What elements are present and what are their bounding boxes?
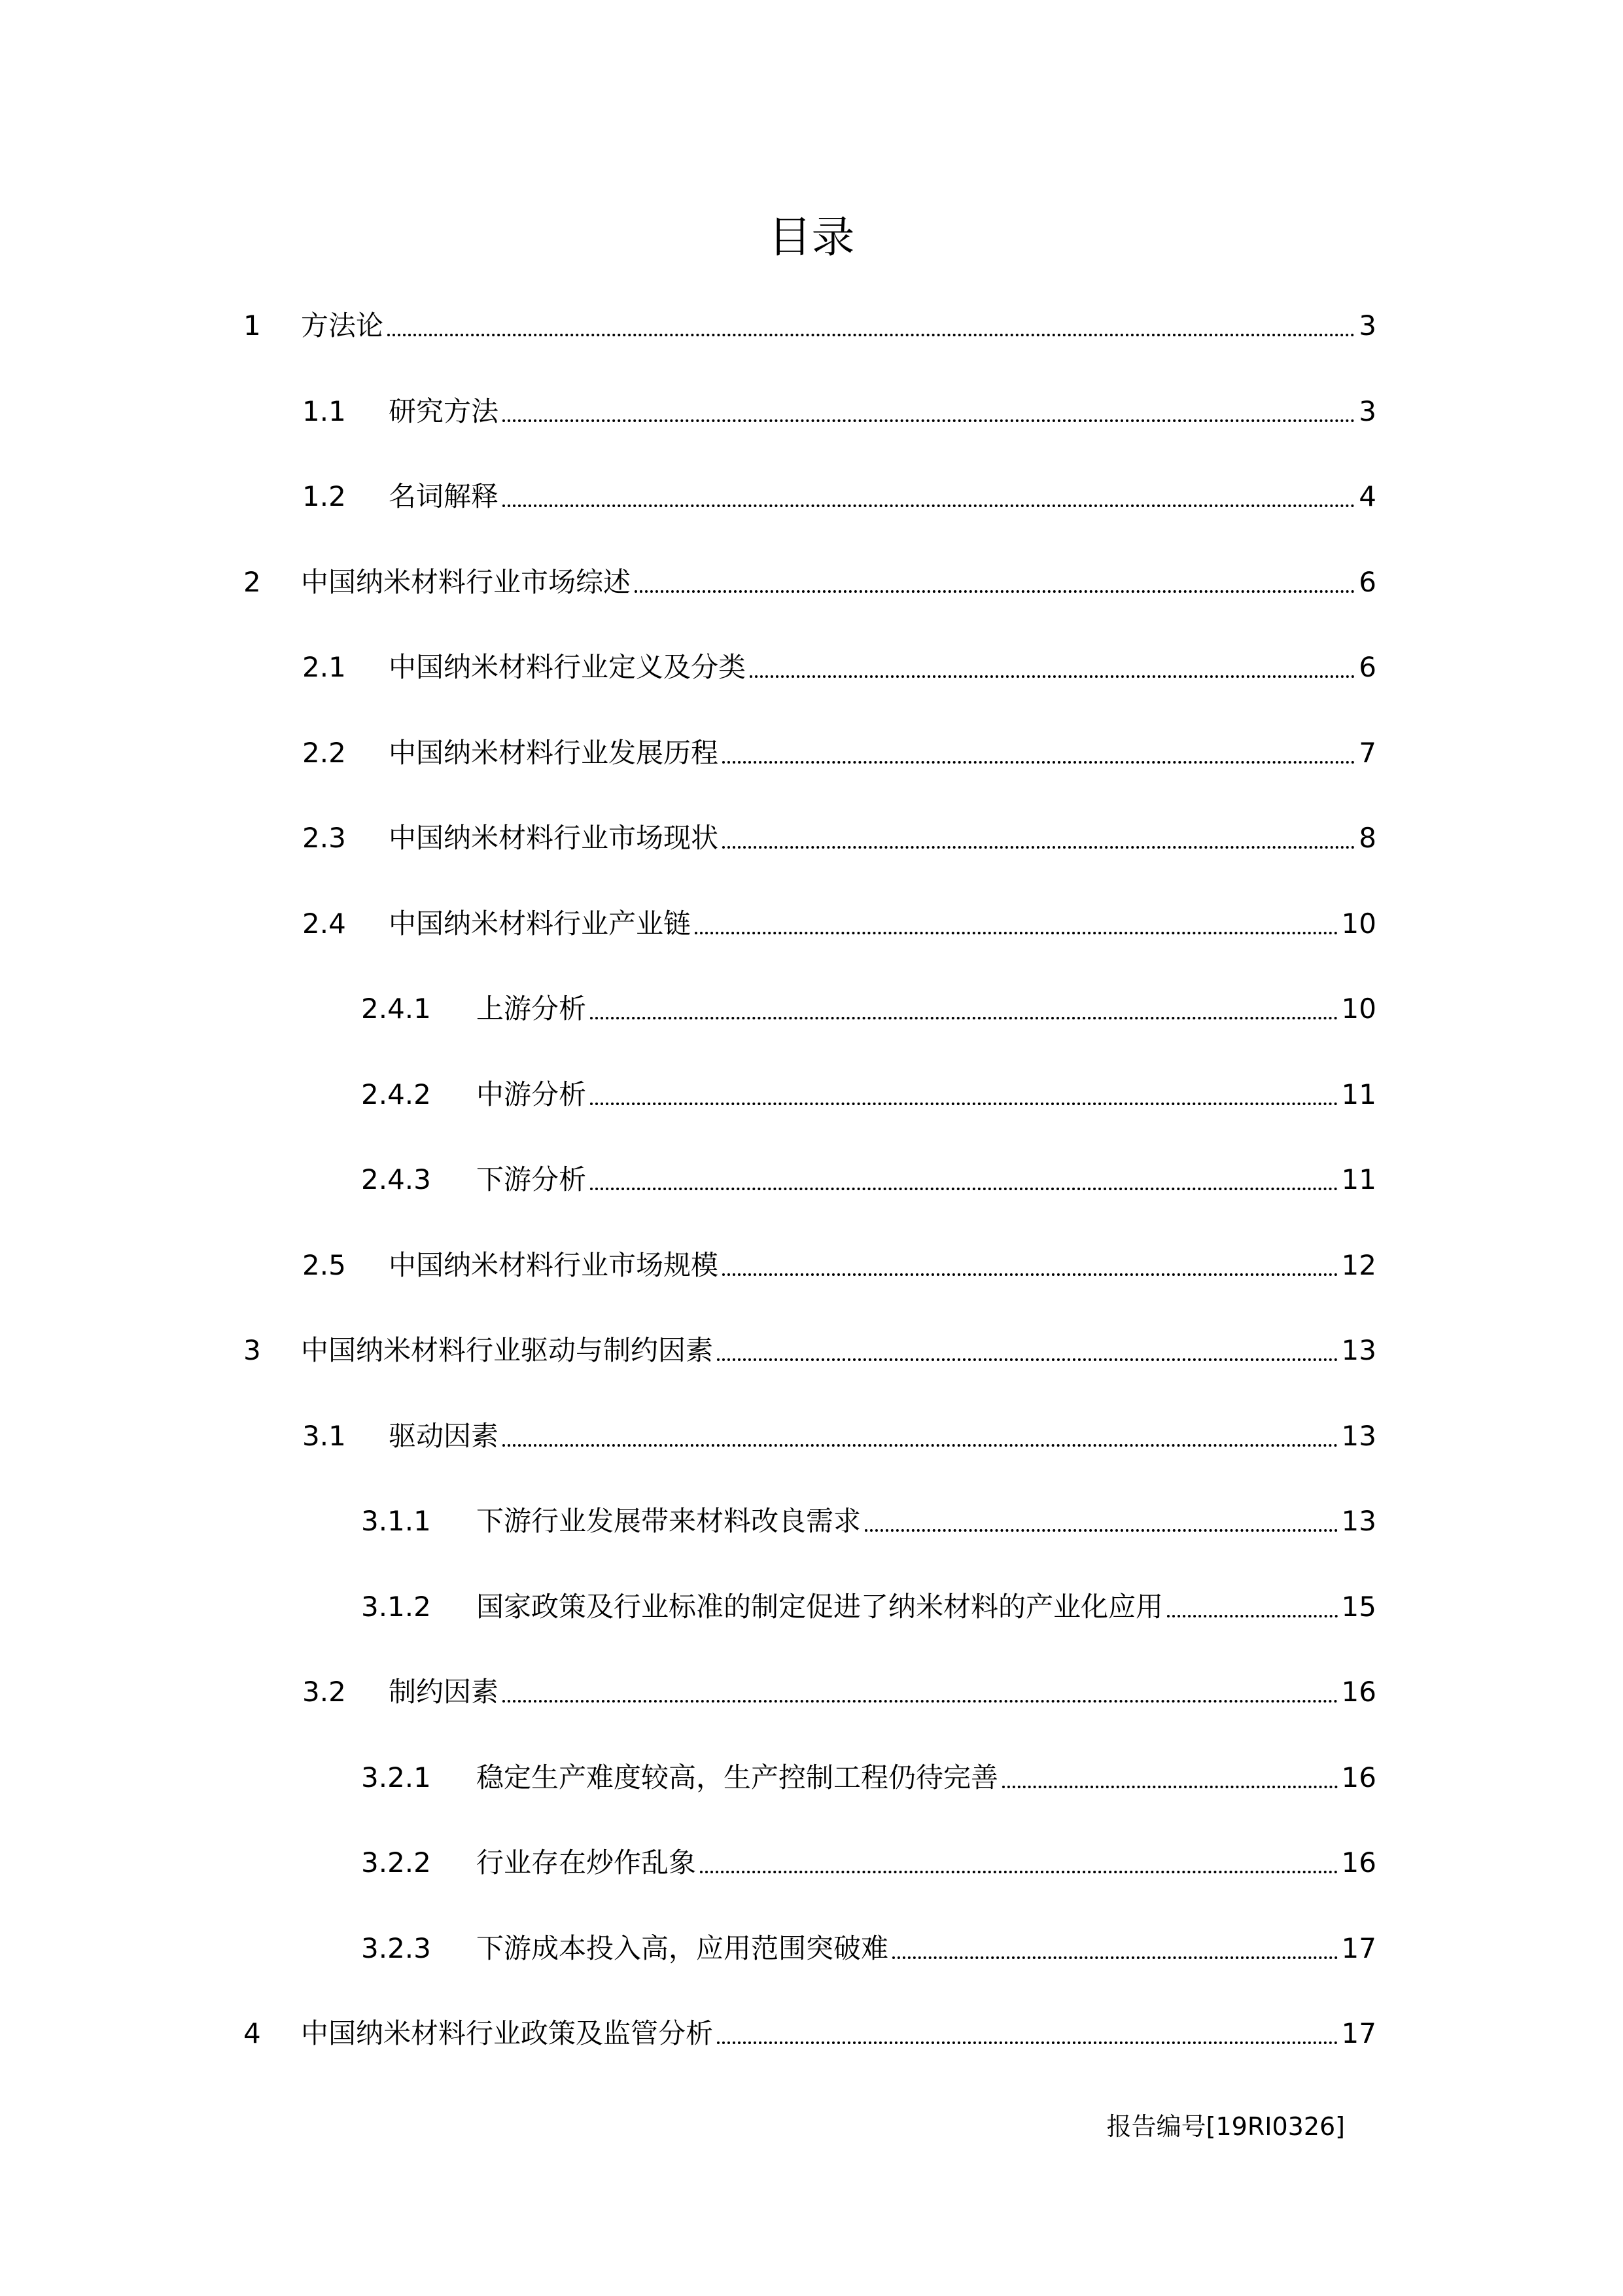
toc-entry[interactable] [361,989,1376,1029]
toc-entry-title: 中国纳米材料行业定义及分类 [389,651,746,683]
toc-entry-title: 国家政策及行业标准的制定促进了纳米材料的产业化应用 [476,1591,1164,1623]
toc-entry-number: 2 [243,566,261,598]
toc-entry-number: 3.2 [302,1676,346,1708]
toc-entry[interactable] [302,904,1376,944]
toc-entry-page-number: 16 [1341,1846,1376,1879]
toc-leader-dots [387,334,1355,336]
toc-entry-number: 3.1.1 [361,1505,431,1537]
toc-entry-number: 3.1 [302,1420,346,1452]
toc-leader-dots [590,1017,1338,1019]
page-title: 目录 [768,212,855,262]
toc-entry-page-number: 17 [1341,2017,1376,2049]
toc-entry[interactable] [361,1160,1376,1199]
toc-entry-title: 驱动因素 [389,1420,499,1452]
toc-entry-page-number: 16 [1341,1761,1376,1793]
toc-leader-dots [590,1103,1338,1105]
toc-leader-dots [717,2041,1338,2044]
toc-entry-title: 中国纳米材料行业产业链 [389,908,691,940]
toc-entry[interactable] [361,1075,1376,1114]
toc-leader-dots [1167,1615,1338,1617]
toc-entry-page-number: 13 [1341,1334,1376,1366]
toc-entry-page-number: 13 [1341,1505,1376,1537]
report-id: 报告编号[19RI0326] [1106,2112,1345,2141]
toc-entry-number: 2.4.2 [361,1078,431,1110]
toc-entry-title: 下游成本投入高，应用范围突破难 [476,1932,889,1964]
toc-entry[interactable] [302,1417,1376,1456]
toc-entry-number: 4 [243,2017,261,2049]
toc-entry-page-number: 10 [1341,993,1376,1025]
toc-leader-dots [722,1273,1338,1276]
toc-entry-page-number: 13 [1341,1420,1376,1452]
toc-entry-number: 1.2 [302,480,346,512]
toc-entry-number: 3.2.2 [361,1846,431,1879]
toc-leader-dots [700,1871,1338,1873]
toc-entry-number: 3 [243,1334,261,1366]
toc-entry-page-number: 16 [1341,1676,1376,1708]
toc-entry-title: 中国纳米材料行业驱动与制约因素 [301,1334,714,1366]
toc-leader-dots [722,761,1355,764]
toc-entry[interactable] [302,733,1376,773]
toc-entry-page-number: 11 [1341,1163,1376,1195]
toc-entry-title: 中国纳米材料行业市场综述 [301,566,631,598]
toc-entry-title: 中国纳米材料行业市场规模 [389,1249,719,1281]
toc-entry-title: 行业存在炒作乱象 [476,1846,697,1879]
toc-entry-number: 2.1 [302,651,346,683]
toc-entry-page-number: 6 [1359,651,1376,683]
toc-entry[interactable] [302,819,1376,858]
toc-entry[interactable] [361,1502,1376,1541]
toc-entry[interactable] [302,477,1376,516]
toc-entry[interactable] [243,306,1376,345]
toc-leader-dots [1002,1786,1338,1788]
toc-entry-number: 2.5 [302,1249,346,1281]
toc-entry-title: 中游分析 [476,1078,587,1110]
toc-entry-page-number: 12 [1341,1249,1376,1281]
toc-leader-dots [635,590,1355,593]
toc-entry-title: 制约因素 [389,1676,499,1708]
toc-entry-number: 1 [243,309,261,342]
toc-entry-number: 3.2.3 [361,1932,431,1964]
toc-leader-dots [695,932,1338,934]
toc-leader-dots [502,1444,1338,1447]
toc-entry-number: 2.4.3 [361,1163,431,1195]
toc-entry[interactable] [302,1672,1376,1712]
toc-entry-number: 2.4 [302,908,346,940]
toc-leader-dots [502,419,1355,422]
toc-entry[interactable] [361,1587,1376,1627]
toc-entry-title: 方法论 [301,309,384,342]
toc-entry-number: 2.4.1 [361,993,431,1025]
toc-entry-title: 下游分析 [476,1163,587,1195]
toc-entry[interactable] [243,2014,1376,2053]
toc-leader-dots [750,675,1355,678]
toc-leader-dots [892,1956,1338,1959]
toc-leader-dots [865,1529,1338,1532]
toc-entry-title: 下游行业发展带来材料改良需求 [476,1505,862,1537]
toc-entry-number: 3.1.2 [361,1591,431,1623]
toc-entry-title: 中国纳米材料行业政策及监管分析 [301,2017,714,2049]
toc-entry[interactable] [302,392,1376,431]
toc-entry-title: 上游分析 [476,993,587,1025]
toc-entry-page-number: 3 [1359,309,1376,342]
toc-entry-page-number: 11 [1341,1078,1376,1110]
toc-entry-number: 3.2.1 [361,1761,431,1793]
toc-entry[interactable] [302,648,1376,687]
toc-entry[interactable] [243,563,1376,602]
toc-leader-dots [590,1188,1338,1190]
toc-entry[interactable] [361,1929,1376,1968]
toc-leader-dots [502,1700,1338,1703]
toc-entry-page-number: 3 [1359,395,1376,427]
toc-entry-title: 名词解释 [389,480,499,512]
toc-entry[interactable] [302,1246,1376,1285]
toc-leader-dots [722,846,1355,849]
toc-entry-page-number: 6 [1359,566,1376,598]
toc-entry-page-number: 17 [1341,1932,1376,1964]
toc-entry-number: 1.1 [302,395,346,427]
toc-entry[interactable] [361,1843,1376,1882]
toc-entry-page-number: 10 [1341,908,1376,940]
toc-entry-title: 稳定生产难度较高，生产控制工程仍待完善 [476,1761,999,1793]
toc-entry[interactable] [243,1331,1376,1370]
toc-leader-dots [717,1358,1338,1361]
toc-entry-page-number: 15 [1341,1591,1376,1623]
toc-entry-page-number: 4 [1359,480,1376,512]
toc-entry-page-number: 8 [1359,822,1376,854]
toc-entry-title: 中国纳米材料行业发展历程 [389,737,719,769]
toc-entry-title: 中国纳米材料行业市场现状 [389,822,719,854]
toc-entry-page-number: 7 [1359,737,1376,769]
toc-entry-title: 研究方法 [389,395,499,427]
toc-entry-number: 2.3 [302,822,346,854]
toc-entry[interactable] [361,1758,1376,1797]
toc-entry-number: 2.2 [302,737,346,769]
toc-leader-dots [502,504,1355,507]
